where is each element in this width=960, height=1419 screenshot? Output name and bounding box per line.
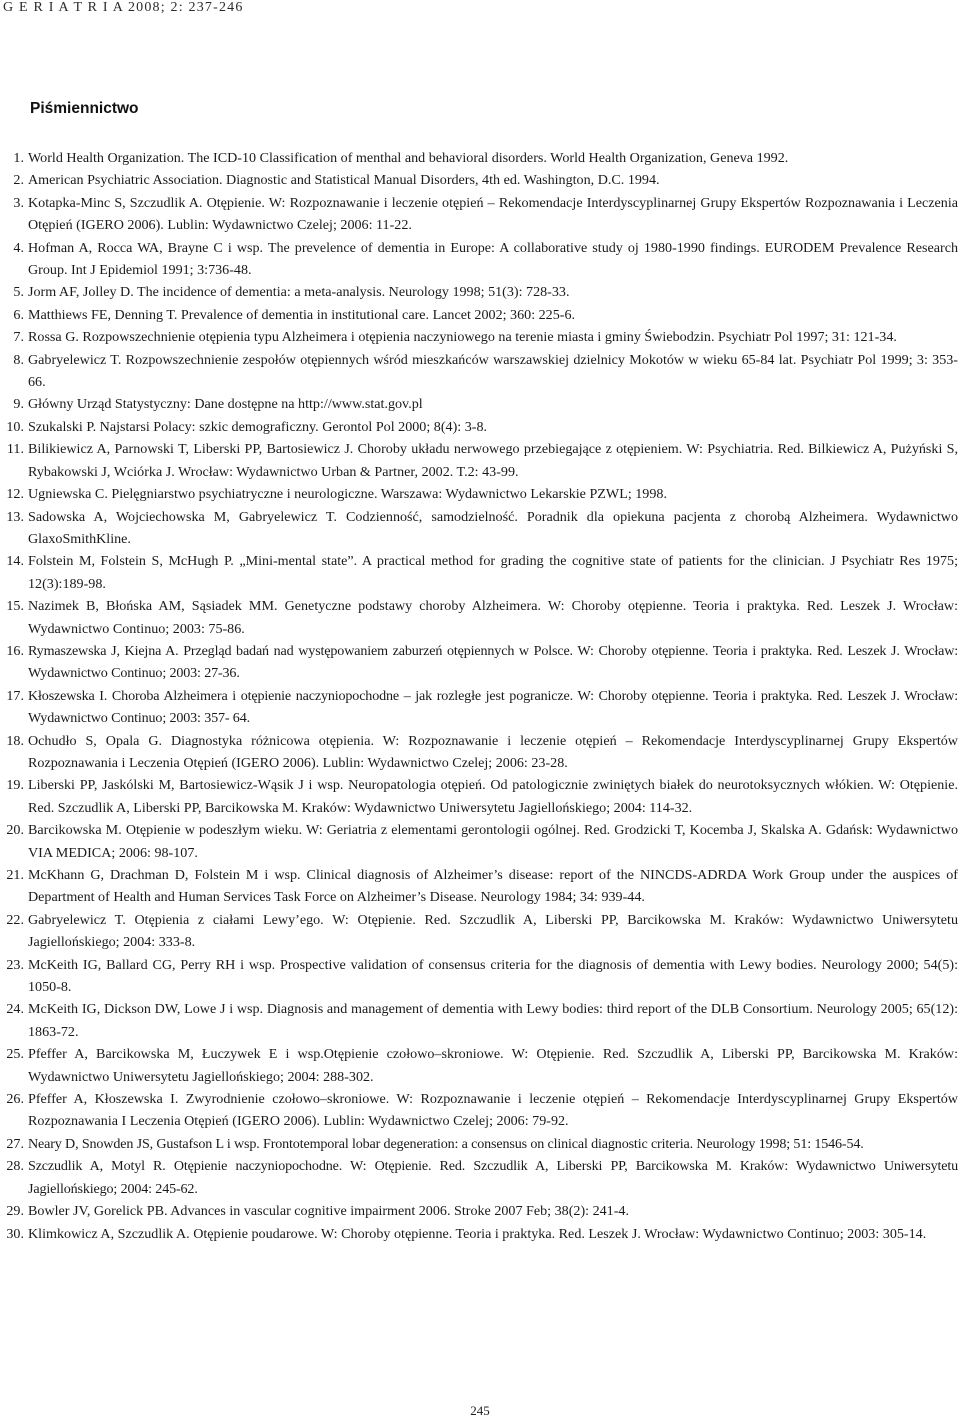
reference-text: Rossa G. Rozpowszechnienie otępienia typu Alzheimera i otępienia naczyniowego na terenie miasta i gminy Świebodzin. Psychiatr Pol 1997; 31: 121-34. xyxy=(28,329,897,346)
reference-number: 21. xyxy=(6,867,24,883)
reference-item xyxy=(0,281,960,303)
reference-item xyxy=(0,326,960,348)
reference-number: 2. xyxy=(13,172,24,189)
reference-number: 26. xyxy=(6,1091,24,1108)
reference-number: 19. xyxy=(6,777,24,794)
reference-text: American Psychiatric Association. Diagnostic and Statistical Manual Disorders, 4th ed. Washington, D.C. 1994. xyxy=(28,172,660,189)
reference-item xyxy=(0,416,960,438)
reference-number: 28. xyxy=(6,1158,24,1175)
reference-item xyxy=(0,774,960,819)
reference-item xyxy=(0,819,960,864)
reference-number: 17. xyxy=(6,687,24,704)
reference-item xyxy=(0,954,960,999)
reference-number: 14. xyxy=(6,553,24,570)
reference-number: 13. xyxy=(6,508,24,525)
reference-item xyxy=(0,349,960,394)
reference-text: Barcikowska M. Otępienie w podeszłym wieku. W: Geriatria z elementami gerontologii ogólnej. Red. Grodzicki T, Kocemba J, Skalska A. Gdańsk: Wydawnictwo VIA MEDICA; 2006: 98-107. xyxy=(28,822,958,861)
reference-number: 7. xyxy=(13,329,24,346)
reference-item xyxy=(0,393,960,415)
reference-item xyxy=(0,1200,960,1222)
reference-item xyxy=(0,1133,960,1155)
reference-text: Bowler JV, Gorelick PB. Advances in vascular cognitive impairment 2006. Stroke 2007 Feb; 38(2): 241-4. xyxy=(28,1203,629,1220)
reference-number: 4. xyxy=(13,239,24,256)
reference-text: Neary D, Snowden JS, Gustafson L i wsp. Frontotemporal lobar degeneration: a consensus on clinical diagnostic criteria. Neurology 1998; 51: 1546-54. xyxy=(28,1135,864,1152)
reference-text: Szczudlik A, Motyl R. Otępienie naczyniopochodne. W: Otępienie. Red. Szczudlik A, Liberski PP, Barcikowska M. Kraków: Wydawnictwo Uniwersytetu Jagiellońskiego; 2004: 245-62. xyxy=(28,1158,958,1197)
reference-item xyxy=(0,909,960,954)
reference-text: Liberski PP, Jaskólski M, Bartosiewicz-Wąsik J i wsp. Neuropatologia otępień. Od patologicznie zwiniętych białek do neurotoksycznych włókien. W: Otępienie. Red. Szczudlik A, Liberski PP, Barcikowska M. Kraków: Wydawnictwo Uniwersytetu Jagiellońskiego; 2004: 114-32. xyxy=(28,777,958,816)
reference-number: 6. xyxy=(13,306,24,323)
reference-item xyxy=(0,237,960,282)
reference-text: Kłoszewska I. Choroba Alzheimera i otępienie naczyniopochodne – jak rozległe jest pogranicze. W: Choroby otępienne. Teoria i praktyka. Red. Leszek J. Wrocław: Wydawnictwo Continuo; 2003: 357- 64. xyxy=(28,687,958,727)
reference-item xyxy=(0,1223,960,1245)
reference-number: 16. xyxy=(6,642,24,659)
reference-text: Matthiews FE, Denning T. Prevalence of dementia in institutional care. Lancet 2002; 360: 225-6. xyxy=(28,306,576,323)
reference-item xyxy=(0,1043,960,1088)
reference-text: World Health Organization. The ICD-10 Classification of menthal and behavioral disorders. World Health Organization, Geneva 1992. xyxy=(28,150,789,166)
reference-item xyxy=(0,147,960,169)
reference-number: 27. xyxy=(6,1135,24,1152)
reference-number: 1. xyxy=(13,150,24,166)
reference-number: 5. xyxy=(13,284,24,301)
reference-number: 29. xyxy=(6,1203,24,1220)
reference-item xyxy=(0,730,960,775)
reference-number: 11. xyxy=(6,441,24,458)
reference-text: Rymaszewska J, Kiejna A. Przegląd badań nad występowaniem zaburzeń otępiennych w Polsce. W: Choroby otępienne. Teoria i praktyka. Red. Leszek J. Wrocław: Wydawnictwo Continuo; 2003: 27-36. xyxy=(28,642,958,682)
reference-text: Pfeffer A, Kłoszewska I. Zwyrodnienie czołowo–skroniowe. W: Rozpoznawanie i leczenie otępień – Rekomendacje Interdyscyplinarnej Grupy Ekspertów Rozpoznawania I Leczenia Otępień (IGERO 2006). Lublin: Wydawnictwo Czelej; 2006: 79-92. xyxy=(28,1091,958,1130)
reference-number: 8. xyxy=(13,351,24,368)
reference-text: Ugniewska C. Pielęgniarstwo psychiatryczne i neurologiczne. Warszawa: Wydawnictwo Lekarskie PZWL; 1998. xyxy=(28,486,667,503)
reference-text: Pfeffer A, Barcikowska M, Łuczywek E i wsp.Otępienie czołowo–skroniowe. W: Otępienie. Red. Szczudlik A, Liberski PP, Barcikowska M. Kraków: Wydawnictwo Uniwersytetu Jagiellońskiego; 2004: 288-302. xyxy=(28,1046,958,1085)
reference-text: Hofman A, Rocca WA, Brayne C i wsp. The prevelence of dementia in Europe: A collaborative study oj 1980-1990 findings. EURODEM Prevalence Research Group. Int J Epidemiol 1991; 3:736-48. xyxy=(28,239,958,279)
reference-item xyxy=(0,192,960,237)
reference-item xyxy=(0,550,960,595)
reference-text: Nazimek B, Błońska AM, Sąsiadek MM. Genetyczne podstawy choroby Alzheimera. W: Choroby otępienne. Teoria i praktyka. Red. Leszek J. Wrocław: Wydawnictwo Continuo; 2003: 75-86. xyxy=(28,598,958,637)
reference-number: 24. xyxy=(6,1001,24,1018)
reference-number: 12. xyxy=(6,486,24,503)
reference-number: 10. xyxy=(6,418,24,435)
reference-item xyxy=(0,304,960,326)
reference-item xyxy=(0,506,960,551)
reference-text: McKeith IG, Dickson DW, Lowe J i wsp. Diagnosis and management of dementia with Lewy bodies: third report of the DLB Consortium. Neurology 2005; 65(12): 1863-72. xyxy=(28,1001,958,1040)
reference-number: 18. xyxy=(6,732,24,749)
reference-number: 30. xyxy=(6,1225,24,1242)
reference-text: Folstein M, Folstein S, McHugh P. „Mini-mental state”. A practical method for grading the cognitive state of patients for the clinician. J Psychiatr Res 1975; 12(3):189-98. xyxy=(28,553,958,592)
reference-text: McKhann G, Drachman D, Folstein M i wsp. Clinical diagnosis of Alzheimer’s disease: report of the NINCDS-ADRDA Work Group under the auspices of Department of Health and Human Services Task Force on Alzheimer’s Disease. Neurology 1984; 34: 939-44. xyxy=(28,867,958,906)
reference-number: 9. xyxy=(13,396,24,413)
reference-text: Gabryelewicz T. Rozpowszechnienie zespołów otępiennych wśród mieszkańców warszawskiej dzielnicy Mokotów w wieku 65-84 lat. Psychiatr Pol 1999; 3: 353-66. xyxy=(28,351,958,391)
section-title: Piśmiennictwo xyxy=(30,100,139,117)
reference-item xyxy=(0,640,960,685)
reference-number: 25. xyxy=(6,1046,24,1063)
reference-item xyxy=(0,595,960,640)
reference-text: Gabryelewicz T. Otępienia z ciałami Lewy’ego. W: Otępienie. Red. Szczudlik A, Liberski PP, Barcikowska M. Kraków: Wydawnictwo Uniwersytetu Jagiellońskiego; 2004: 333-8. xyxy=(28,911,958,951)
reference-item xyxy=(0,1155,960,1200)
reference-number: 23. xyxy=(6,956,24,973)
reference-item xyxy=(0,864,960,909)
reference-number: 15. xyxy=(6,598,24,615)
reference-text: Bilikiewicz A, Parnowski T, Liberski PP, Bartosiewicz J. Choroby układu nerwowego przebiegające z otępieniem. W: Psychiatria. Red. Bilkiewicz A, Pużyński S, Rybakowski J, Wciórka J. Wrocław: Wydawnictwo Urban & Partner, 2002. T.2: 43-99. xyxy=(28,441,958,480)
reference-item xyxy=(0,1088,960,1133)
reference-item xyxy=(0,483,960,505)
reference-number: 20. xyxy=(6,822,24,839)
reference-item xyxy=(0,685,960,730)
reference-text: Jorm AF, Jolley D. The incidence of dementia: a meta-analysis. Neurology 1998; 51(3): 728-33. xyxy=(28,284,570,301)
reference-number: 22. xyxy=(6,911,24,928)
reference-item xyxy=(0,169,960,191)
reference-text: Ochudło S, Opala G. Diagnostyka różnicowa otępienia. W: Rozpoznawanie i leczenie otępień – Rekomendacje Interdyscyplinarnej Grupy Ekspertów Rozpoznawania i Leczenia Otępień (IGERO 2006). Lublin: Wydawnictwo Czelej; 2006: 23-28. xyxy=(28,732,958,771)
reference-text: Główny Urząd Statystyczny: Dane dostępne na http://www.stat.gov.pl xyxy=(28,396,423,413)
reference-item xyxy=(0,998,960,1043)
reference-list xyxy=(0,147,960,1245)
reference-number: 3. xyxy=(13,194,24,211)
reference-text: Sadowska A, Wojciechowska M, Gabryelewicz T. Codzienność, samodzielność. Poradnik dla opiekuna pacjenta z chorobą Alzheimera. Wydawnictwo GlaxoSmithKline. xyxy=(28,508,958,547)
page-number: 245 xyxy=(470,1403,490,1418)
reference-text: Szukalski P. Najstarsi Polacy: szkic demograficzny. Gerontol Pol 2000; 8(4): 3-8. xyxy=(28,418,488,435)
reference-text: McKeith IG, Ballard CG, Perry RH i wsp. Prospective validation of consensus criteria for the diagnosis of dementia with Lewy bodies. Neurology 2000; 54(5): 1050-8. xyxy=(28,956,958,996)
reference-text: Klimkowicz A, Szczudlik A. Otępienie poudarowe. W: Choroby otępienne. Teoria i praktyka. Red. Leszek J. Wrocław: Wydawnictwo Continuo; 2003: 305-14. xyxy=(28,1225,927,1242)
reference-text: Kotapka-Minc S, Szczudlik A. Otępienie. W: Rozpoznawanie i leczenie otępień – Rekomendacje Interdyscyplinarnej Grupy Ekspertów Rozpoznawania i Leczenia Otępień (IGERO 2006). Lublin: Wydawnictwo Czelej; 2006: 11-22. xyxy=(28,194,958,234)
reference-item xyxy=(0,438,960,483)
journal-header: G E R I A T R I A 2008; 2: 237-246 xyxy=(3,0,244,15)
